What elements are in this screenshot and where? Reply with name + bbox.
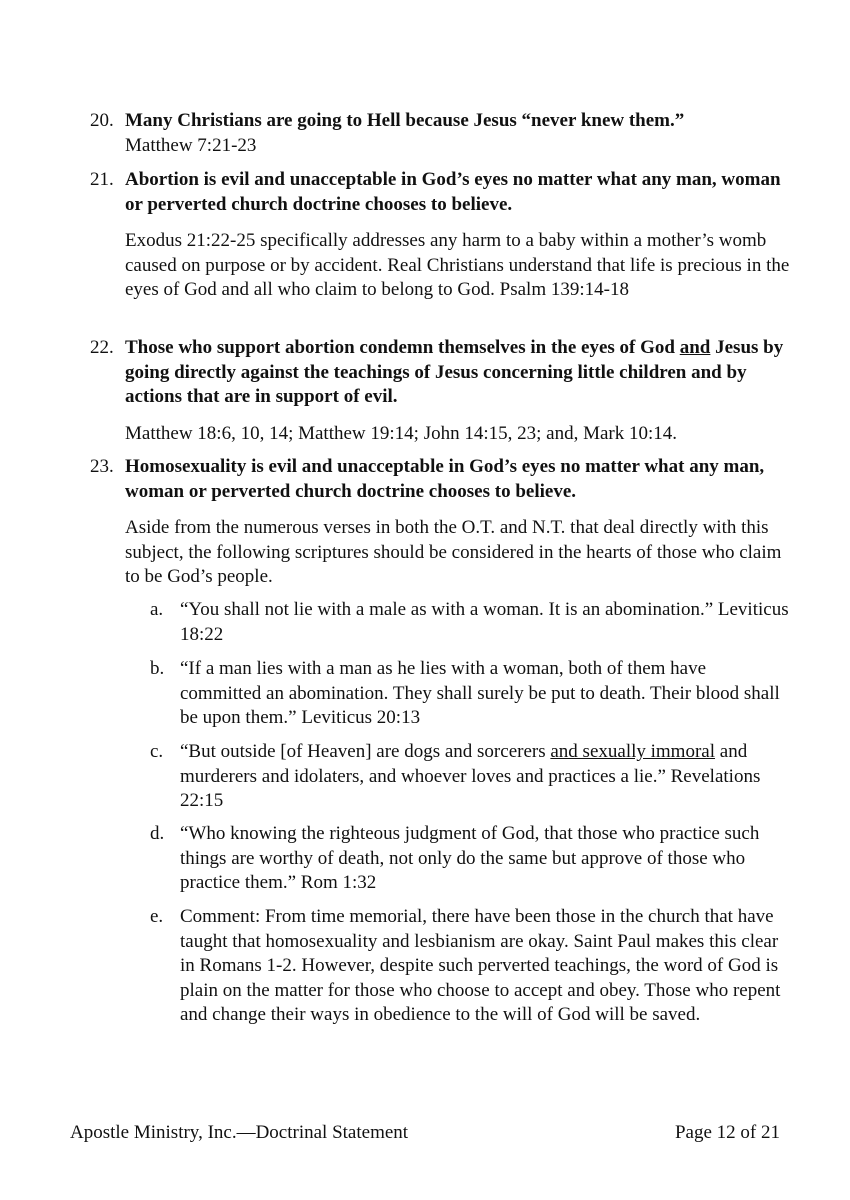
item-number: 20. xyxy=(90,110,114,131)
item-number: 21. xyxy=(90,169,114,190)
item-paragraph: Exodus 21:22-25 specifically addresses any harm to a baby within a mother’s womb caused on purpose or by accident. Real Christians understand that life is precious in the eyes of God and all who claim to belong to God. Psalm 139:14-18 xyxy=(125,230,790,300)
item-paragraph: Matthew 18:6, 10, 14; Matthew 19:14; John 14:15, 23; and, Mark 10:14. xyxy=(125,422,678,444)
sub-text: Comment: From time memorial, there have been those in the church that have taught that homosexuality and lesbianism are okay. Saint Paul makes this clear in Romans 1-2. However, despite such perverted teachings, the word of God is plain on the matter for those who choose to accept and obey. Those who repent and change their ways in obedience to the will of God will be saved. xyxy=(180,906,781,1025)
underlined-phrase: and sexually immoral xyxy=(550,741,716,762)
sub-letter: d. xyxy=(150,823,165,844)
sub-text: “You shall not lie with a male as with a woman. It is an abomination.” Leviticus 18:22 xyxy=(180,599,789,645)
item-heading: Abortion is evil and unacceptable in God’s eyes no matter what any man, woman or perverted church doctrine chooses to believe. xyxy=(125,169,781,215)
statement-20 xyxy=(90,109,790,158)
item-heading: Those who support abortion condemn themselves in the eyes of God and Jesus by going directly against the teachings of Jesus concerning little children and by actions that are in support of evil. xyxy=(125,337,784,407)
item-paragraph: Aside from the numerous verses in both the O.T. and N.T. that deal directly with this subject, the following scriptures should be considered in the hearts of those who claim to be God’s people. xyxy=(125,517,782,587)
scripture-a xyxy=(150,598,790,647)
statement-21 xyxy=(90,168,790,303)
scripture-b xyxy=(150,657,790,731)
sub-letter: a. xyxy=(150,599,164,620)
sub-text: “Who knowing the righteous judgment of God, that those who practice such things are worthy of death, not only do the same but approve of those who practice them.” Rom 1:32 xyxy=(180,823,760,893)
statement-23 xyxy=(90,455,790,590)
statement-22 xyxy=(90,336,790,446)
page-number: Page 12 of 21 xyxy=(674,1122,780,1143)
scripture-c xyxy=(150,740,790,814)
item-number: 22. xyxy=(90,337,114,358)
item-number: 23. xyxy=(90,456,114,477)
item-heading: Homosexuality is evil and unacceptable in God’s eyes no matter what any man, woman or perverted church doctrine chooses to believe. xyxy=(125,456,765,502)
sub-letter: b. xyxy=(150,658,165,679)
footer-title: Apostle Ministry, Inc.—Doctrinal Statement xyxy=(70,1122,409,1143)
scripture-reference: Matthew 7:21-23 xyxy=(125,134,257,156)
sub-text: “If a man lies with a man as he lies with a woman, both of them have committed an abomination. They shall surely be put to death. Their blood shall be upon them.” Leviticus 20:13 xyxy=(180,658,780,728)
item-heading: Many Christians are going to Hell because Jesus “never knew them.” xyxy=(125,110,685,131)
underlined-word: and xyxy=(679,337,711,358)
sub-letter: e. xyxy=(150,906,164,927)
sub-letter: c. xyxy=(150,741,164,762)
sub-text: “But outside [of Heaven] are dogs and sorcerers and sexually immoral and murderers and idolaters, and whoever loves and practices a lie.” Revelations 22:15 xyxy=(180,741,761,811)
scripture-d xyxy=(150,822,790,896)
comment-e xyxy=(150,905,790,1028)
